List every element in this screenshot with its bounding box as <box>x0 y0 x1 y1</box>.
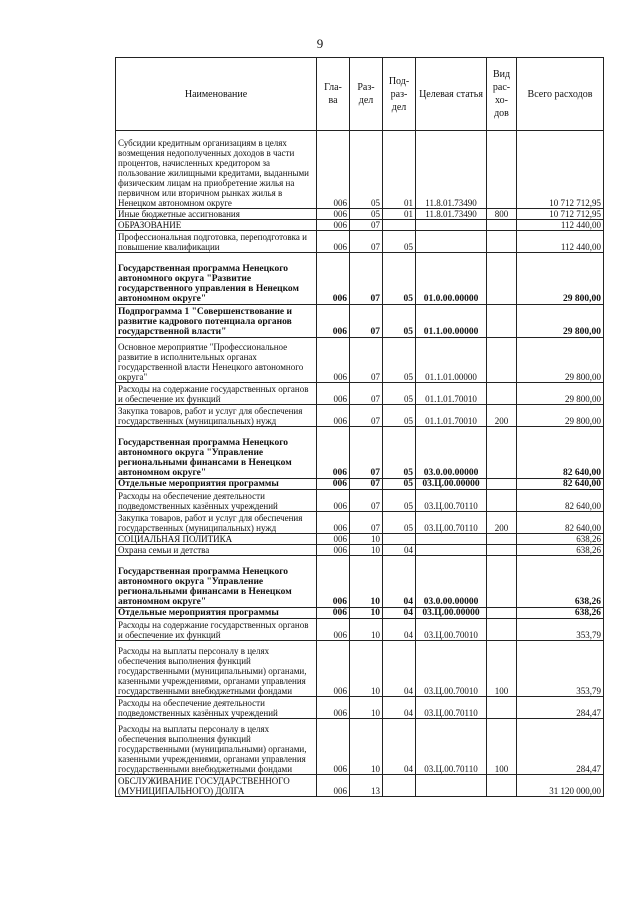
row-name: СОЦИАЛЬНАЯ ПОЛИТИКА <box>116 534 317 545</box>
table-body <box>116 131 604 797</box>
row-vid <box>487 775 517 797</box>
table-row <box>116 405 604 427</box>
row-glava: 006 <box>317 405 350 427</box>
row-razdel: 07 <box>350 479 383 490</box>
row-glava: 006 <box>317 305 350 338</box>
row-name: Закупка товаров, работ и услуг для обеспечения государственных (муниципальных) нужд <box>116 512 317 534</box>
row-glava: 006 <box>317 338 350 383</box>
row-podrazdel: 04 <box>383 697 416 719</box>
row-amount: 10 712 712,95 <box>517 209 604 220</box>
row-tselevaya: 03.Ц.00.70110 <box>416 719 487 775</box>
row-glava: 006 <box>317 608 350 619</box>
row-amount: 82 640,00 <box>517 479 604 490</box>
table-row <box>116 305 604 338</box>
row-amount: 82 640,00 <box>517 490 604 512</box>
row-tselevaya: 01.1.01.00000 <box>416 338 487 383</box>
row-name: Расходы на содержание государственных органов и обеспечение их функций <box>116 619 317 641</box>
row-tselevaya <box>416 231 487 253</box>
row-amount: 29 800,00 <box>517 253 604 305</box>
row-vid <box>487 490 517 512</box>
row-razdel: 10 <box>350 556 383 608</box>
row-name: Отдельные мероприятия программы <box>116 608 317 619</box>
header-glava: Гла- ва <box>317 58 350 131</box>
row-name: Субсидии кредитным организациям в целях возмещения недополученных доходов в части процентов, начисленных кредитором за пользование жилищными кредитами, выданными физическим лицам на приобретение жилья на первичном или вторичном рынках жилья в Ненецком автономном округе <box>116 131 317 209</box>
row-razdel: 10 <box>350 697 383 719</box>
row-podrazdel <box>383 534 416 545</box>
row-razdel: 10 <box>350 545 383 556</box>
table-row <box>116 697 604 719</box>
row-amount: 284,47 <box>517 719 604 775</box>
row-razdel: 07 <box>350 253 383 305</box>
table-row <box>116 608 604 619</box>
row-glava: 006 <box>317 512 350 534</box>
row-tselevaya <box>416 545 487 556</box>
row-amount: 638,26 <box>517 608 604 619</box>
row-podrazdel: 04 <box>383 641 416 697</box>
row-vid <box>487 253 517 305</box>
row-podrazdel <box>383 220 416 231</box>
row-name: Охрана семьи и детства <box>116 545 317 556</box>
row-razdel: 10 <box>350 641 383 697</box>
row-vid <box>487 608 517 619</box>
row-amount: 638,26 <box>517 556 604 608</box>
row-vid: 800 <box>487 209 517 220</box>
row-razdel: 07 <box>350 383 383 405</box>
row-razdel: 07 <box>350 512 383 534</box>
row-name: Отдельные мероприятия программы <box>116 479 317 490</box>
header-vid: Вид рас- хо- дов <box>487 58 517 131</box>
row-name: Подпрограмма 1 "Совершенствование и развитие кадрового потенциала органов государственной власти" <box>116 305 317 338</box>
row-amount: 29 800,00 <box>517 405 604 427</box>
row-amount: 353,79 <box>517 641 604 697</box>
table-row <box>116 253 604 305</box>
row-podrazdel: 05 <box>383 479 416 490</box>
header-tselevaya: Целевая статья <box>416 58 487 131</box>
row-razdel: 13 <box>350 775 383 797</box>
row-razdel: 07 <box>350 220 383 231</box>
row-glava: 006 <box>317 479 350 490</box>
row-name: ОБРАЗОВАНИЕ <box>116 220 317 231</box>
row-glava: 006 <box>317 534 350 545</box>
row-name: Основное мероприятие "Профессиональное развитие в исполнительных органах государственной власти Ненецкого автономного округа" <box>116 338 317 383</box>
row-tselevaya: 01.0.00.00000 <box>416 253 487 305</box>
row-razdel: 10 <box>350 608 383 619</box>
header-total: Всего расходов <box>517 58 604 131</box>
row-name: Расходы на содержание государственных органов и обеспечение их функций <box>116 383 317 405</box>
row-amount: 112 440,00 <box>517 231 604 253</box>
table-row <box>116 534 604 545</box>
row-glava: 006 <box>317 209 350 220</box>
row-podrazdel: 01 <box>383 131 416 209</box>
row-glava: 006 <box>317 545 350 556</box>
table-row <box>116 131 604 209</box>
row-name: Закупка товаров, работ и услуг для обеспечения государственных (муниципальных) нужд <box>116 405 317 427</box>
row-vid <box>487 479 517 490</box>
row-tselevaya: 03.Ц.00.70110 <box>416 697 487 719</box>
row-name: Государственная программа Ненецкого автономного округа "Развитие государственного управления в Ненецком автономном округе" <box>116 253 317 305</box>
row-tselevaya: 03.0.00.00000 <box>416 556 487 608</box>
row-glava: 006 <box>317 641 350 697</box>
table-row <box>116 619 604 641</box>
row-razdel: 07 <box>350 405 383 427</box>
row-razdel: 10 <box>350 719 383 775</box>
row-tselevaya: 03.Ц.00.70110 <box>416 490 487 512</box>
row-podrazdel: 05 <box>383 305 416 338</box>
row-name: Расходы на обеспечение деятельности подведомственных казённых учреждений <box>116 697 317 719</box>
row-tselevaya <box>416 220 487 231</box>
table-row <box>116 775 604 797</box>
row-razdel: 05 <box>350 209 383 220</box>
row-amount: 638,26 <box>517 534 604 545</box>
row-razdel: 07 <box>350 427 383 479</box>
row-vid <box>487 556 517 608</box>
row-name: Расходы на выплаты персоналу в целях обеспечения выполнения функций государственными (муниципальными) органами, казенными учреждениями, органами управления государственными внебюджетными фондами <box>116 719 317 775</box>
row-tselevaya: 11.8.01.73490 <box>416 131 487 209</box>
row-name: Государственная программа Ненецкого автономного округа "Управление региональными финансами в Ненецком автономном округе" <box>116 556 317 608</box>
row-amount: 82 640,00 <box>517 512 604 534</box>
row-name: Расходы на обеспечение деятельности подведомственных казённых учреждений <box>116 490 317 512</box>
row-podrazdel: 05 <box>383 231 416 253</box>
row-vid <box>487 383 517 405</box>
row-podrazdel: 05 <box>383 338 416 383</box>
row-tselevaya: 01.1.01.70010 <box>416 383 487 405</box>
row-vid <box>487 697 517 719</box>
table-row <box>116 512 604 534</box>
row-amount: 82 640,00 <box>517 427 604 479</box>
row-amount: 10 712 712,95 <box>517 131 604 209</box>
table-row <box>116 641 604 697</box>
row-razdel: 07 <box>350 305 383 338</box>
budget-table <box>115 57 604 797</box>
table-row <box>116 556 604 608</box>
row-vid <box>487 545 517 556</box>
row-vid <box>487 534 517 545</box>
header-podrazdel: Под- раз- дел <box>383 58 416 131</box>
table-row <box>116 338 604 383</box>
row-amount: 29 800,00 <box>517 305 604 338</box>
row-vid <box>487 338 517 383</box>
row-razdel: 10 <box>350 534 383 545</box>
table-row <box>116 490 604 512</box>
row-name: Расходы на выплаты персоналу в целях обеспечения выполнения функций государственными (муниципальными) органами, казенными учреждениями, органами управления государственными внебюджетными фондами <box>116 641 317 697</box>
row-vid <box>487 231 517 253</box>
row-name: Государственная программа Ненецкого автономного округа "Управление региональными финансами в Ненецком автономном округе" <box>116 427 317 479</box>
table-header-row <box>116 58 604 131</box>
row-tselevaya: 11.8.01.73490 <box>416 209 487 220</box>
row-vid <box>487 619 517 641</box>
header-name: Наименование <box>116 58 317 131</box>
row-glava: 006 <box>317 383 350 405</box>
row-podrazdel: 05 <box>383 383 416 405</box>
row-razdel: 10 <box>350 619 383 641</box>
row-vid <box>487 220 517 231</box>
row-amount: 284,47 <box>517 697 604 719</box>
header-razdel: Раз- дел <box>350 58 383 131</box>
table-row <box>116 545 604 556</box>
row-podrazdel: 05 <box>383 490 416 512</box>
row-tselevaya <box>416 775 487 797</box>
row-tselevaya: 03.Ц.00.70010 <box>416 641 487 697</box>
row-vid: 200 <box>487 512 517 534</box>
row-razdel: 07 <box>350 338 383 383</box>
row-vid <box>487 305 517 338</box>
table-row <box>116 231 604 253</box>
row-name: Иные бюджетные ассигнования <box>116 209 317 220</box>
row-podrazdel: 04 <box>383 719 416 775</box>
row-vid: 200 <box>487 405 517 427</box>
row-tselevaya: 03.Ц.00.70010 <box>416 619 487 641</box>
row-tselevaya: 01.1.01.70010 <box>416 405 487 427</box>
row-amount: 112 440,00 <box>517 220 604 231</box>
row-glava: 006 <box>317 427 350 479</box>
table-row <box>116 479 604 490</box>
row-amount: 353,79 <box>517 619 604 641</box>
row-vid <box>487 427 517 479</box>
row-glava: 006 <box>317 697 350 719</box>
table-row <box>116 209 604 220</box>
row-name: Профессиональная подготовка, переподготовка и повышение квалификации <box>116 231 317 253</box>
page-number: 9 <box>316 36 324 51</box>
row-podrazdel <box>383 775 416 797</box>
row-vid: 100 <box>487 641 517 697</box>
row-podrazdel: 04 <box>383 545 416 556</box>
table-row <box>116 220 604 231</box>
row-tselevaya: 03.Ц.00.70110 <box>416 512 487 534</box>
row-razdel: 07 <box>350 231 383 253</box>
row-glava: 006 <box>317 719 350 775</box>
row-tselevaya: 03.Ц.00.00000 <box>416 479 487 490</box>
row-glava: 006 <box>317 619 350 641</box>
row-glava: 006 <box>317 220 350 231</box>
row-tselevaya <box>416 534 487 545</box>
row-glava: 006 <box>317 556 350 608</box>
row-podrazdel: 04 <box>383 619 416 641</box>
row-amount: 31 120 000,00 <box>517 775 604 797</box>
row-razdel: 07 <box>350 490 383 512</box>
table-row <box>116 719 604 775</box>
row-tselevaya: 01.1.00.00000 <box>416 305 487 338</box>
row-razdel: 05 <box>350 131 383 209</box>
table-row <box>116 427 604 479</box>
row-podrazdel: 05 <box>383 253 416 305</box>
row-glava: 006 <box>317 253 350 305</box>
row-glava: 006 <box>317 131 350 209</box>
row-tselevaya: 03.0.00.00000 <box>416 427 487 479</box>
row-amount: 638,26 <box>517 545 604 556</box>
row-podrazdel: 05 <box>383 512 416 534</box>
row-name: ОБСЛУЖИВАНИЕ ГОСУДАРСТВЕННОГО (МУНИЦИПАЛЬНОГО) ДОЛГА <box>116 775 317 797</box>
row-podrazdel: 05 <box>383 427 416 479</box>
row-podrazdel: 05 <box>383 405 416 427</box>
row-amount: 29 800,00 <box>517 383 604 405</box>
row-glava: 006 <box>317 490 350 512</box>
row-glava: 006 <box>317 231 350 253</box>
row-podrazdel: 04 <box>383 556 416 608</box>
row-podrazdel: 04 <box>383 608 416 619</box>
table-row <box>116 383 604 405</box>
row-podrazdel: 01 <box>383 209 416 220</box>
row-glava: 006 <box>317 775 350 797</box>
row-amount: 29 800,00 <box>517 338 604 383</box>
row-tselevaya: 03.Ц.00.00000 <box>416 608 487 619</box>
row-vid <box>487 131 517 209</box>
row-vid: 100 <box>487 719 517 775</box>
